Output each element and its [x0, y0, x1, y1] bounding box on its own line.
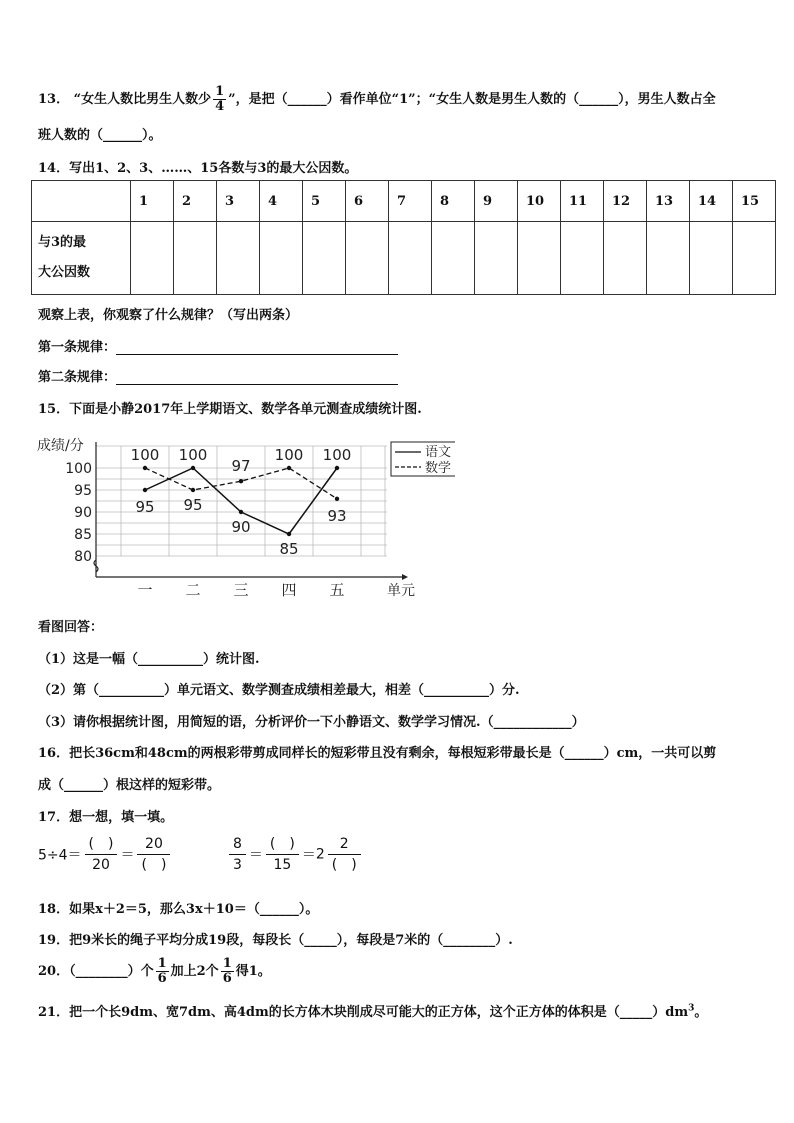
answer-cell[interactable] [303, 222, 346, 295]
fraction [213, 85, 226, 114]
fraction-denominator: 4 [215, 99, 225, 114]
rule-1-label: 第一条规律： [38, 340, 117, 355]
question-text: 加上2个 [170, 964, 219, 979]
equals-sign: ＝ [301, 847, 316, 864]
y-tick-label: 95 [74, 483, 92, 499]
data-label-math: 95 [183, 496, 203, 514]
legend-label-chinese: 语文 [425, 445, 452, 460]
question-text: 21．把一个长9dm、宽7dm、高4dm的长方体木块削成尽可能大的正方体，这个正方体的体积是（_____）dm [38, 1005, 689, 1020]
table-header-cell: 2 [174, 181, 217, 222]
answer-cell[interactable] [604, 222, 647, 295]
fraction-numerator[interactable]: ( ) [85, 834, 118, 855]
question-15-title: 15．下面是小静2017年上学期语文、数学各单元测查成绩统计图. [38, 402, 422, 417]
fraction-numerator: 1 [215, 84, 225, 99]
data-label-math: 97 [231, 457, 251, 476]
x-tick-label: 三 [233, 581, 249, 599]
score-line-chart [35, 432, 455, 607]
question-16-line-1: 16．把长36cm和48cm的两根彩带剪成同样长的短彩带且没有剩余，每根短彩带最长是（______）cm，一共可以剪 [38, 746, 717, 761]
table-header-cell: 13 [647, 181, 690, 222]
data-label-math: 100 [274, 446, 304, 464]
question-20 [38, 957, 271, 986]
table-header-row [32, 181, 776, 222]
rule-2-row [38, 366, 398, 385]
x-axis-label: 单元 [387, 583, 415, 599]
data-point-chinese [143, 488, 147, 492]
question-text: 20．（________）个 [38, 964, 154, 979]
answer-title: 看图回答： [38, 620, 104, 635]
answer-cell[interactable] [690, 222, 733, 295]
data-point-chinese [287, 532, 291, 536]
answer-cell[interactable] [733, 222, 776, 295]
data-label-math: 100 [130, 446, 160, 464]
answer-cell[interactable] [389, 222, 432, 295]
fraction [266, 834, 299, 875]
table-header-cell: 11 [561, 181, 604, 222]
fraction [85, 834, 118, 875]
answer-cell[interactable] [346, 222, 389, 295]
table-header-cell: 12 [604, 181, 647, 222]
fraction-denominator[interactable]: ( ) [331, 857, 357, 873]
question-number: 13． [38, 92, 70, 107]
fraction-numerator: 20 [137, 834, 170, 855]
answer-cell[interactable] [131, 222, 174, 295]
data-point-math [191, 488, 195, 492]
fraction-denominator: 6 [157, 971, 167, 986]
y-tick-label: 80 [74, 549, 92, 565]
fraction-numerator: 1 [222, 956, 232, 971]
fraction-numerator[interactable]: ( ) [266, 834, 299, 855]
fraction-numerator: 8 [229, 834, 246, 855]
answer-cell[interactable] [518, 222, 561, 295]
data-label-chinese: 100 [178, 446, 208, 464]
answer-cell[interactable] [647, 222, 690, 295]
gcd-table [31, 180, 776, 295]
equals-sign: ＝ [248, 847, 263, 864]
unit-superscript: 3 [688, 1003, 695, 1014]
fraction-numerator: 2 [328, 834, 361, 855]
rule-2-label: 第二条规律： [38, 370, 117, 385]
question-21 [38, 1001, 707, 1020]
data-label-chinese: 100 [322, 446, 352, 464]
equation-2 [226, 834, 364, 875]
table-header-cell: 8 [432, 181, 475, 222]
answer-cell[interactable] [260, 222, 303, 295]
data-label-chinese: 85 [279, 540, 299, 558]
question-13-line-1 [38, 85, 716, 114]
question-15-part-3: （3）请你根据统计图，用简短的语，分析评价一下小静语文、数学学习情况.（____________） [38, 715, 585, 730]
table-header-cell: 14 [690, 181, 733, 222]
data-point-chinese [239, 510, 243, 514]
fraction [221, 957, 234, 986]
rule-1-answer-line[interactable] [116, 340, 398, 355]
data-point-math [239, 479, 243, 483]
x-tick-label: 一 [137, 581, 153, 599]
answer-cell[interactable] [174, 222, 217, 295]
fraction-denominator: 3 [233, 857, 242, 873]
fraction-denominator: 6 [222, 971, 232, 986]
fraction [137, 834, 170, 875]
question-16-line-2: 成（______）根这样的短彩带。 [38, 778, 221, 793]
equation-1 [38, 834, 173, 875]
question-text: “女生人数比男生人数少 [73, 92, 212, 107]
table-header-cell: 9 [475, 181, 518, 222]
y-tick-label: 85 [74, 527, 92, 543]
row-label-line-2: 大公因数 [38, 265, 91, 280]
data-label-chinese: 90 [231, 518, 251, 536]
data-point-math [335, 497, 339, 501]
data-point-chinese [335, 466, 339, 470]
rule-1-row [38, 336, 398, 355]
question-text: ”，是把（______）看作单位“1”；“女生人数是男生人数的（______），男生人数占全 [228, 92, 716, 107]
question-15-part-2: （2）第（__________）单元语文、数学测查成绩相差最大，相差（__________）分. [38, 683, 520, 698]
question-13-line-2: 班人数的（______）。 [38, 128, 162, 143]
table-answer-row [32, 222, 776, 295]
fraction-denominator[interactable]: ( ) [141, 857, 167, 873]
table-corner-cell [32, 181, 131, 222]
x-axis-arrow [402, 574, 408, 580]
equals-sign: ＝ [120, 847, 135, 864]
table-header-cell: 10 [518, 181, 561, 222]
x-tick-label: 五 [329, 581, 345, 599]
data-label-chinese: 95 [135, 498, 155, 516]
x-tick-label: 四 [281, 581, 297, 599]
x-tick-label: 二 [185, 581, 201, 599]
table-header-cell: 3 [217, 181, 260, 222]
fraction [328, 834, 361, 875]
question-19: 19．把9米长的绳子平均分成19段，每段长（_____），每段是7米的（________）. [38, 933, 513, 948]
chart-svg [35, 432, 455, 607]
fraction [229, 834, 246, 875]
rule-2-answer-line[interactable] [116, 370, 398, 385]
answer-cell[interactable] [432, 222, 475, 295]
answer-cell[interactable] [475, 222, 518, 295]
data-label-math: 93 [327, 506, 347, 525]
y-tick-label: 100 [65, 461, 92, 477]
y-axis-label: 成绩/分 [37, 438, 84, 454]
equation-1-lhs: 5÷4＝ [38, 847, 82, 864]
mixed-whole-part: 2 [315, 846, 325, 863]
table-header-cell: 5 [303, 181, 346, 222]
answer-cell[interactable] [561, 222, 604, 295]
observe-prompt: 观察上表，你观察了什么规律？（写出两条） [38, 308, 299, 323]
fraction-denominator: 15 [273, 857, 292, 873]
table-header-cell: 1 [131, 181, 174, 222]
table-header-cell: 15 [733, 181, 776, 222]
y-tick-label: 90 [74, 505, 92, 521]
table-row-label [32, 222, 131, 295]
answer-cell[interactable] [217, 222, 260, 295]
legend-label-math: 数学 [425, 461, 452, 476]
table-header-cell: 4 [260, 181, 303, 222]
row-label-line-1: 与3的最 [38, 235, 87, 250]
data-point-chinese [191, 466, 195, 470]
table-header-cell: 6 [346, 181, 389, 222]
data-point-math [143, 466, 147, 470]
fraction-denominator: 20 [92, 857, 110, 873]
fraction-numerator: 1 [157, 956, 167, 971]
fraction [156, 957, 169, 986]
table-header-cell: 7 [389, 181, 432, 222]
question-15-part-1: （1）这是一幅（__________）统计图. [38, 652, 260, 667]
question-14-title: 14．写出1、2、3、……、15各数与3的最大公因数。 [38, 161, 358, 176]
question-17-title: 17．想一想，填一填。 [38, 810, 174, 825]
question-text: 。 [694, 1005, 708, 1020]
question-text: 得1。 [235, 964, 271, 979]
question-18: 18．如果x＋2＝5，那么3x＋10＝（______）。 [38, 902, 319, 917]
data-point-math [287, 466, 291, 470]
